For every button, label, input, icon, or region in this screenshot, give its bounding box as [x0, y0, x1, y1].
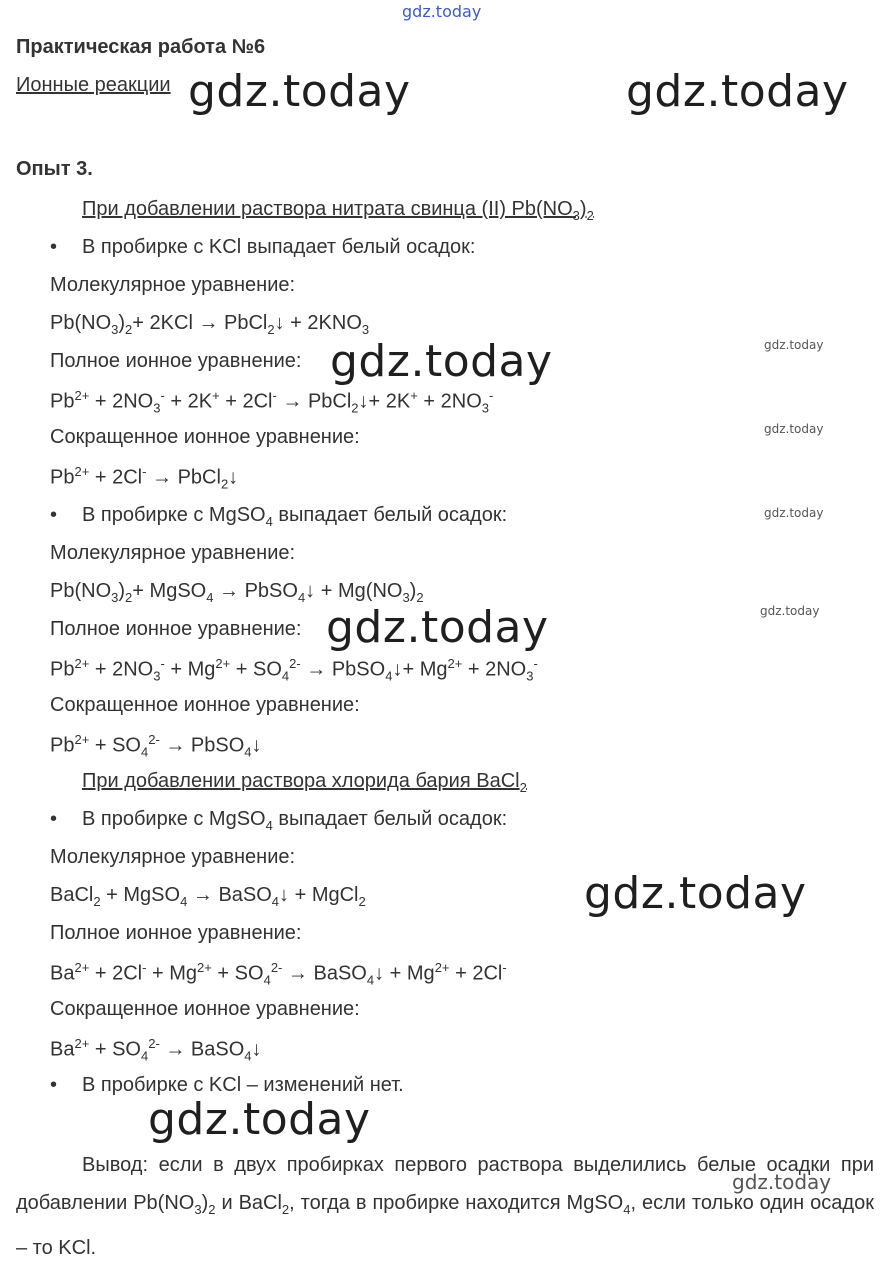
- short-ionic-label: Сокращенное ионное уравнение:: [50, 694, 360, 716]
- equation-short-ionic-3: $Ba^{2+} + SO_4^{2-}$ → BaSO$_4$↓: [50, 1036, 262, 1064]
- section-heading-ba: При добавлении раствора хлорида бария BaCl$_2$: [82, 770, 527, 795]
- full-ionic-label: Полное ионное уравнение:: [50, 350, 302, 372]
- molecular-label: Молекулярное уравнение:: [50, 274, 296, 296]
- watermark: gdz.today: [584, 868, 807, 919]
- watermark-small: gdz.today: [764, 422, 824, 436]
- equation-full-ionic-2: $Pb^{2+} + 2NO_3^- + Mg^{2+} + SO_4^{2-}$ → PbSO$_4$↓+ $Mg^{2+} + 2NO_3^-$: [50, 656, 538, 684]
- equation-molecular-1: $Pb(NO_3)_2+ 2KCl$ → PbCl$_2$↓ + $2KNO_3$: [50, 312, 370, 337]
- watermark: gdz.today: [330, 336, 553, 387]
- watermark-small: gdz.today: [764, 506, 824, 520]
- watermark: gdz.today: [188, 66, 411, 117]
- bullet-kcl-nochange: • В пробирке с KCl – изменений нет.: [82, 1074, 404, 1097]
- full-ionic-label: Полное ионное уравнение:: [50, 922, 302, 944]
- conclusion-paragraph: Вывод: если в двух пробирках первого раствора выделились белые осадки при добавлении $Pb(NO_3)_2$ и BaCl$_2$, тогда в пробирке находится MgSO$_4$, если только один осадок – то KCl.: [16, 1154, 874, 1259]
- equation-molecular-3: BaCl$_2$ + MgSO$_4$ → BaSO$_4$↓ + MgCl$_2$: [50, 884, 366, 909]
- watermark-small: gdz.today: [764, 338, 824, 352]
- topic-title: Ионные реакции: [16, 74, 171, 96]
- equation-short-ionic-2: $Pb^{2+} + SO_4^{2-}$ → PbSO$_4$↓: [50, 732, 262, 760]
- bullet-mgso4: • В пробирке с MgSO$_4$ выпадает белый осадок:: [82, 504, 507, 529]
- molecular-label: Молекулярное уравнение:: [50, 846, 296, 868]
- watermark-small: gdz.today: [732, 1170, 832, 1194]
- section-heading-text: При добавлении раствора нитрата свинца (II) Pb(NO: [82, 198, 573, 220]
- bullet-mgso4: • В пробирке с MgSO$_4$ выпадает белый осадок:: [82, 808, 507, 833]
- full-ionic-label: Полное ионное уравнение:: [50, 618, 302, 640]
- watermark-small: gdz.today: [760, 604, 820, 618]
- page-title: Практическая работа №6: [16, 36, 266, 58]
- equation-short-ionic-1: $Pb^{2+} + 2Cl^-$ → PbCl$_2$↓: [50, 464, 239, 492]
- watermark: gdz.today: [326, 602, 549, 653]
- experiment-heading: Опыт 3.: [16, 158, 93, 180]
- bullet-kcl: • В пробирке с KCl выпадает белый осадок:: [82, 236, 475, 259]
- watermark: gdz.today: [626, 66, 849, 117]
- section-heading-pb: При добавлении раствора нитрата свинца (II) $Pb(NO_3)_2$: [82, 198, 594, 223]
- molecular-label: Молекулярное уравнение:: [50, 542, 296, 564]
- equation-full-ionic-3: $Ba^{2+} + 2Cl^- + Mg^{2+} + SO_4^{2-}$ → BaSO$_4$↓ + $Mg^{2+} + 2Cl^-$: [50, 960, 507, 988]
- equation-molecular-2: $Pb(NO_3)_2+$ MgSO$_4$ → PbSO$_4$↓ + $Mg(NO_3)_2$: [50, 580, 424, 605]
- equation-full-ionic-1: $Pb^{2+} + 2NO_3^- + 2K^+ + 2Cl^-$ → PbCl$_2$↓+ $2K^+ + 2NO_3^-$: [50, 388, 494, 416]
- short-ionic-label: Сокращенное ионное уравнение:: [50, 426, 360, 448]
- watermark-top: gdz.today: [402, 2, 482, 21]
- watermark: gdz.today: [148, 1094, 371, 1145]
- section-heading-text: При добавлении раствора хлорида бария BaCl: [82, 770, 520, 792]
- short-ionic-label: Сокращенное ионное уравнение:: [50, 998, 360, 1020]
